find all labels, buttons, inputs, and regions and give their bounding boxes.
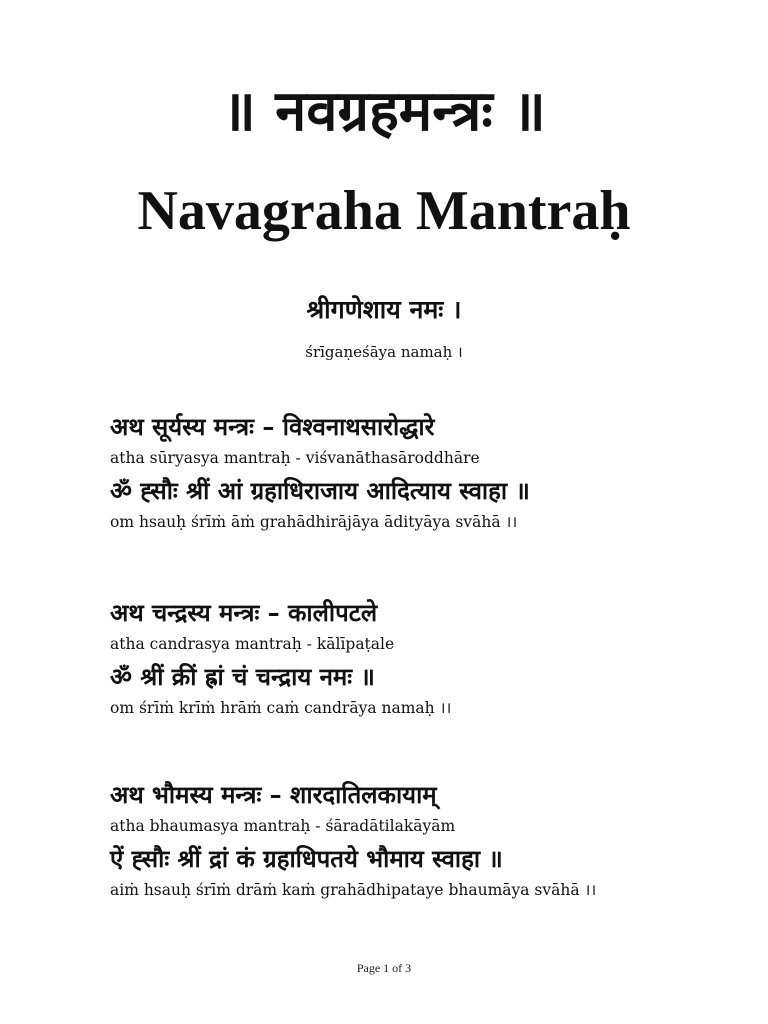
section-surya [110,407,760,535]
section-heading-transliteration: atha bhaumasya mantraḥ - śāradātilakāyām [110,817,456,835]
mantra-devanagari: ॐ ह्सौः श्रीं आं ग्रहाधिराजाय आदित्याय स्वाहा ॥ [110,477,530,505]
title-devanagari: ॥ नवग्रहमन्त्रः ॥ [222,79,546,144]
title-latin: Navagraha Mantraḥ [137,180,631,242]
mantra-transliteration: aiṁ hsauḥ śrīṁ drāṁ kaṁ grahādhipataye bhaumāya svāhā ।। [110,881,597,899]
section-heading-devanagari: अथ सूर्यस्य मन्त्रः – विश्वनाथसारोद्धारे [110,413,435,441]
section-heading-transliteration: atha sūryasya mantraḥ - viśvanāthasāroddhāre [110,449,480,467]
section-heading-transliteration: atha candrasya mantraḥ - kālīpaṭale [110,635,395,653]
mantra-devanagari: ऐं ह्सौः श्रीं द्रां कं ग्रहाधिपतये भौमाय स्वाहा ॥ [110,845,503,873]
mantra-devanagari: ॐ श्रीं क्रीं ह्रां चं चन्द्राय नमः ॥ [110,663,375,691]
mantra-transliteration: om śrīṁ krīṁ hrāṁ caṁ candrāya namaḥ ।। [110,699,452,717]
section-heading-devanagari: अथ भौमस्य मन्त्रः – शारदातिलकायाम् [110,781,437,809]
section-chandra [110,593,760,721]
invocation-transliteration: śrīgaṇeśāya namaḥ । [305,343,463,361]
page-number: Page 1 of 3 [356,961,412,975]
invocation-devanagari: श्रीगणेशाय नमः । [306,295,462,324]
section-heading-devanagari: अथ चन्द्रस्य मन्त्रः – कालीपटले [110,599,378,627]
mantra-transliteration: om hsauḥ śrīṁ āṁ grahādhirājāya ādityāya svāhā ।। [110,513,518,531]
section-bhauma [110,775,760,903]
